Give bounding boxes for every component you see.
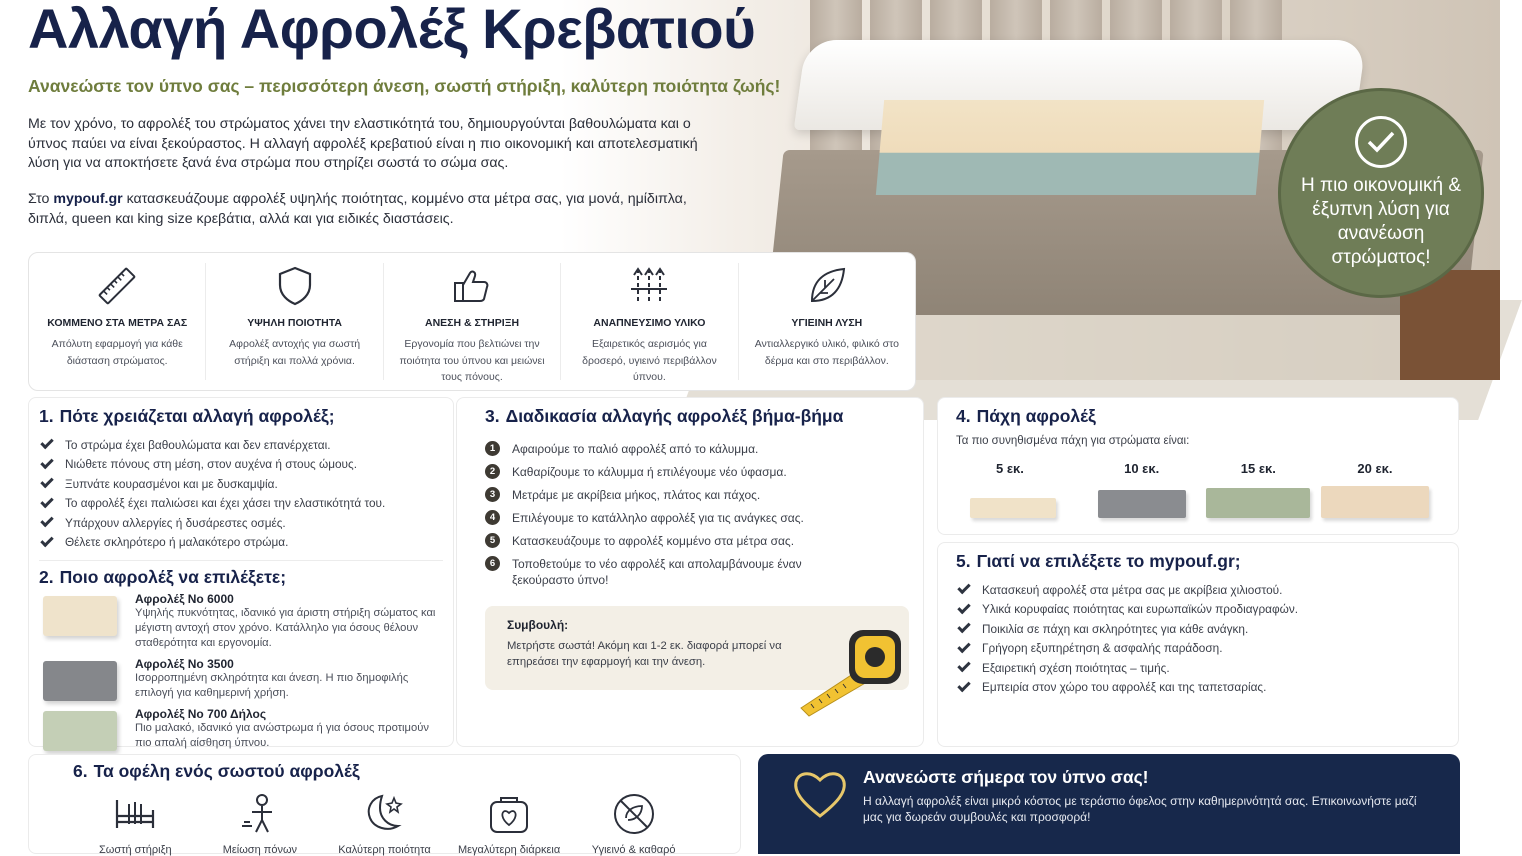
thickness-intro: Τα πιο συνηθισμένα πάχη για στρώματα είναι:	[956, 435, 1190, 447]
list-item: Εξαιρετική σχέση ποιότητας – τιμής.	[956, 658, 1440, 678]
step-item: 3 Μετράμε με ακρίβεια μήκος, πλάτος και πάχος.	[485, 487, 895, 503]
list-item: Γρήγορη εξυπηρέτηση & ασφαλής παράδοση.	[956, 639, 1440, 659]
list-item: Το στρώμα έχει βαθουλώματα και δεν επανέρχεται.	[39, 435, 443, 455]
spine-support-icon	[111, 792, 159, 836]
feature-title: ΑΝΕΣΗ & ΣΤΗΡΙΞΗ	[425, 317, 520, 329]
step-item: 5 Κατασκευάζουμε το αφρολέξ κομμένο στα μέτρα σας.	[485, 533, 895, 549]
tip-title: Συμβουλή:	[507, 618, 569, 632]
benefit-item	[447, 792, 572, 856]
thickness-item	[970, 461, 1080, 518]
feature-title: ΚΟΜΜΕΝΟ ΣΤΑ ΜΕΤΡΑ ΣΑΣ	[47, 317, 188, 329]
foam-name: Αφρολέξ Νο 700 Δήλος	[135, 707, 267, 721]
cta-title: Ανανεώστε σήμερα τον ύπνο σας!	[863, 767, 1149, 787]
check-icon	[40, 534, 53, 547]
list-item: Ξυπνάτε κουρασμένοι και με δυσκαμψία.	[39, 474, 443, 494]
why-list	[956, 580, 1440, 697]
section-benefits-card	[28, 754, 741, 854]
moon-star-icon	[360, 792, 408, 836]
intro-paragraph: Με τον χρόνο, το αφρολέξ του στρώματος χάνει την ελαστικότητά του, δημιουργούνται βαθουλώματα και ο ύπνος παύει να είναι ξεκούραστος. Η αλλαγή αφρολέξ κρεβατιού είναι η πιο οικονομική και αποτελεσματική λύση για να αποκτήσετε ξανά ένα στρώμα που στηρίζει σωστά το σώμα σας.	[28, 116, 698, 171]
foam-slab	[1206, 488, 1310, 518]
check-icon	[40, 475, 53, 488]
foam-type-item	[39, 592, 443, 651]
page-title: Αλλαγή Αφρολέξ Κρεβατιού	[28, 0, 756, 60]
list-item: Θέλετε σκληρότερο ή μαλακότερο στρώμα.	[39, 533, 443, 553]
feature-desc: Απόλυτη εφαρμογή για κάθε διάσταση στρώματος.	[51, 338, 183, 367]
check-icon	[957, 679, 970, 692]
intro-suffix: κατασκευάζουμε αφρολέξ υψηλής ποιότητας, κομμένο στα μέτρα σας, για μονά, ημίδιπλα, διπλά, queen και king size κρεβάτια, αλλά και για ειδικές διαστάσεις.	[28, 191, 687, 227]
feature-item	[29, 263, 206, 380]
foam-swatch	[43, 661, 117, 701]
check-icon	[40, 514, 53, 527]
badge-text: Η πιο οικονομική & έξυπνη λύση για ανανέωση στρώματος!	[1300, 175, 1462, 268]
benefit-label: Καλύτερη ποιότητα	[338, 844, 431, 856]
foam-name: Αφρολέξ Νο 6000	[135, 592, 234, 606]
section-title: 6. Τα οφέλη ενός σωστού αφρολέξ	[73, 761, 360, 781]
check-icon	[957, 659, 970, 672]
benefit-item	[73, 792, 198, 856]
step-item: 2 Καθαρίζουμε το κάλυμμα ή επιλέγουμε νέο ύφασμα.	[485, 464, 895, 480]
intro-paragraph-brand	[28, 190, 718, 229]
page-subtitle: Ανανεώστε τον ύπνο σας – περισσότερη άνεση, σωστή στήριξη, καλύτερη ποιότητα ζωής!	[28, 76, 781, 96]
check-icon	[957, 601, 970, 614]
feature-item	[561, 263, 738, 383]
thickness-label: 5 εκ.	[996, 461, 1024, 476]
foam-swatch	[43, 596, 117, 636]
list-item: Νιώθετε πόνους στη μέση, στον αυχένα ή στους ώμους.	[39, 455, 443, 475]
features-strip	[28, 252, 916, 391]
tip-text: Μετρήστε σωστά! Ακόμη και 1-2 εκ. διαφορά μπορεί να επηρεάσει την εφαρμογή και την άνεση.	[507, 640, 782, 668]
feature-item	[384, 263, 561, 383]
section-when-card	[28, 397, 454, 747]
benefit-label: Σωστή στήριξη	[98, 844, 172, 856]
foam-desc: Πιο μαλακό, ιδανικό για ανώστρωμα ή για όσους προτιμούν πιο απαλή αίσθηση ύπνου.	[135, 722, 429, 749]
step-item: 6 Τοποθετούμε το νέο αφρολέξ και απολαμβάνουμε έναν ξεκούραστο ύπνο!	[485, 556, 805, 588]
durability-icon	[485, 792, 533, 836]
feature-title: ΑΝΑΠΝΕΥΣΙΜΟ ΥΛΙΚΟ	[593, 317, 706, 329]
section-title: 1. Πότε χρειάζεται αλλαγή αφρολέξ;	[39, 406, 335, 426]
section-title: 2. Ποιο αφρολέξ να επιλέξετε;	[39, 567, 287, 587]
cta-banner	[758, 754, 1460, 854]
benefit-item	[198, 792, 323, 856]
list-item: Εμπειρία στον χώρο του αφρολέξ και της ταπετσαρίας.	[956, 678, 1440, 698]
foam-slab	[1321, 486, 1429, 518]
section-title: 4. Πάχη αφρολέξ	[956, 406, 1096, 426]
feature-title: ΥΨΗΛΗ ΠΟΙΟΤΗΤΑ	[247, 317, 342, 329]
step-item: 1 Αφαιρούμε το παλιό αφρολέξ από το κάλυμμα.	[485, 441, 895, 457]
benefit-item	[322, 792, 447, 856]
pain-relief-icon	[236, 792, 284, 836]
value-badge	[1278, 88, 1484, 298]
check-icon	[957, 581, 970, 594]
check-icon	[40, 436, 53, 449]
foam-layer	[876, 100, 1264, 195]
shield-icon	[274, 265, 316, 307]
check-icon	[40, 456, 53, 469]
tape-measure-icon	[797, 616, 907, 716]
thickness-label: 20 εκ.	[1357, 461, 1393, 476]
thickness-options	[956, 461, 1440, 518]
benefit-label: Μείωση πόνων	[222, 844, 298, 856]
step-item: 4 Επιλέγουμε το κατάλληλο αφρολέξ για τις ανάγκες σας.	[485, 510, 895, 526]
feature-item	[739, 263, 915, 380]
feature-desc: Αφρολέξ αντοχής για σωστή στήριξη και πολλά χρόνια.	[229, 338, 361, 367]
foam-type-item	[39, 707, 443, 751]
foam-desc: Υψηλής πυκνότητας, ιδανικό για άριστη στήριξη σώματος και μέγιστη αντοχή στον χρόνο. Κατάλληλο για όσους θέλουν σταθερότητα και εργονομία.	[135, 607, 436, 649]
airflow-icon	[628, 265, 670, 307]
foam-slab	[1098, 490, 1186, 518]
check-icon	[957, 640, 970, 653]
intro-prefix: Στο	[28, 191, 54, 207]
leaf-icon	[806, 265, 848, 307]
foam-slab	[970, 498, 1056, 518]
tip-box	[485, 606, 909, 690]
benefit-item	[571, 792, 696, 856]
thickness-label: 15 εκ.	[1240, 461, 1276, 476]
section-why-card	[937, 542, 1459, 747]
ruler-icon	[96, 265, 138, 307]
feature-desc: Εξαιρετικός αερισμός για δροσερό, υγιεινό περιβάλλον ύπνου.	[582, 338, 717, 383]
feature-desc: Αντιαλλεργικό υλικό, φιλικό στο δέρμα και στο περιβάλλον.	[754, 338, 899, 367]
thumbs-up-icon	[451, 265, 493, 307]
section-process-card	[456, 397, 924, 747]
check-icon	[40, 495, 53, 508]
thickness-item	[1203, 461, 1313, 518]
thickness-item	[1320, 461, 1430, 518]
foam-types-list	[39, 592, 443, 751]
foam-name: Αφρολέξ Νο 3500	[135, 657, 234, 671]
section-title: 5. Γιατί να επιλέξετε το mypouf.gr;	[956, 551, 1241, 571]
hygiene-icon	[610, 792, 658, 836]
heart-icon	[792, 768, 848, 820]
list-item: Το αφρολέξ έχει παλιώσει και έχει χάσει την ελαστικότητά του.	[39, 494, 443, 514]
foam-swatch	[43, 711, 117, 751]
list-item: Υπάρχουν αλλεργίες ή δυσάρεστες οσμές.	[39, 513, 443, 533]
list-item: Υλικά κορυφαίας ποιότητας και ευρωπαϊκών προδιαγραφών.	[956, 600, 1440, 620]
benefit-label: Υγιεινό & καθαρό	[591, 844, 676, 856]
check-icon	[957, 620, 970, 633]
thickness-label: 10 εκ.	[1124, 461, 1160, 476]
cta-text: Η αλλαγή αφρολέξ είναι μικρό κόστος με τεράστιο όφελος στην καθημερινότητά σας. Επικοινωνήστε μαζί μας για δωρεάν συμβουλές και προσφορά!	[863, 794, 1417, 824]
feature-title: ΥΓΙΕΙΝΗ ΛΥΣΗ	[791, 317, 863, 329]
benefits-row	[59, 792, 710, 856]
when-list	[39, 435, 443, 552]
process-steps	[485, 441, 895, 588]
list-item: Κατασκευή αφρολέξ στα μέτρα σας με ακρίβεια χιλιοστού.	[956, 580, 1440, 600]
foam-desc: Ισορροπημένη σκληρότητα και άνεση. Η πιο δημοφιλής επιλογή για καθημερινή χρήση.	[135, 672, 409, 699]
thickness-item	[1087, 461, 1197, 518]
brand-link[interactable]: mypouf.gr	[53, 191, 123, 207]
foam-type-item	[39, 657, 443, 701]
section-title: 3. Διαδικασία αλλαγής αφρολέξ βήμα-βήμα	[485, 406, 844, 426]
section-thickness-card	[937, 397, 1459, 535]
benefit-label: Μεγαλύτερη διάρκεια	[457, 844, 561, 856]
list-item: Ποικιλία σε πάχη και σκληρότητες για κάθε ανάγκη.	[956, 619, 1440, 639]
feature-desc: Εργονομία που βελτιώνει την ποιότητα του ύπνου και μειώνει τους πόνους.	[399, 338, 545, 383]
check-circle-icon	[1355, 116, 1407, 168]
feature-item	[206, 263, 383, 380]
